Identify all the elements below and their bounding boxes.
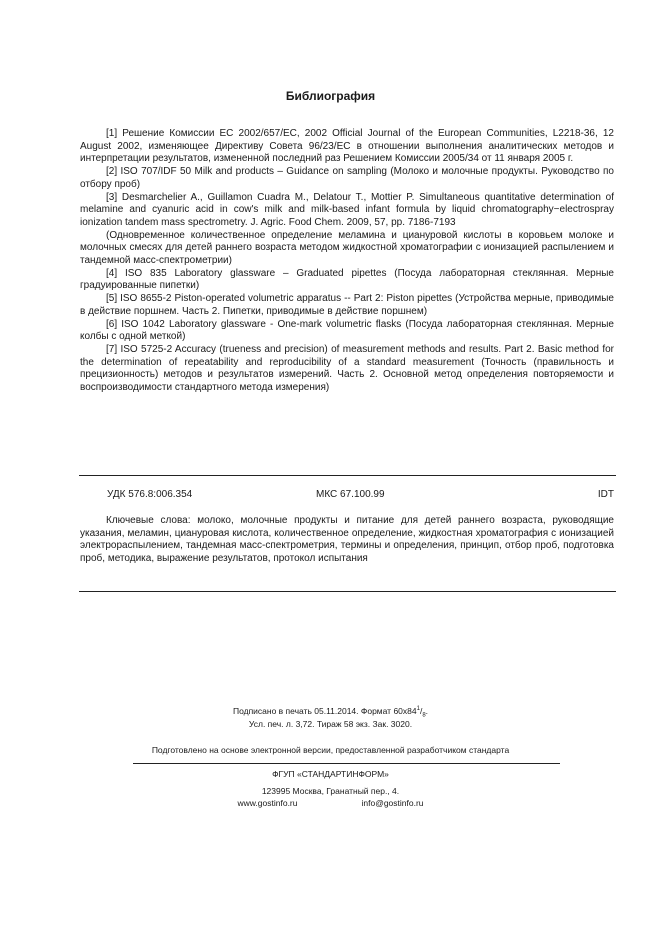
- idt-code: IDT: [597, 489, 614, 500]
- classification-codes: [80, 489, 614, 503]
- divider-imprint: [133, 763, 560, 764]
- bib-entry-1: [1] Решение Комиссии ЕС 2002/657/ЕС, 2002 Official Journal of the European Communities, L2218-36, 12 August 2002, изменяющее Директиву Совета 96/23/ЕС в отношении выполнения аналитических методов и интерпретации результатов, измененной последний раз Решением Комиссии 2005/34 от 11 января 2005 г.: [80, 128, 614, 165]
- website-link[interactable]: www.gostinfo.ru: [237, 798, 298, 808]
- bib-entry-3: [3] Desmarchelier A., Guillamon Cuadra M., Delatour T., Mottier P. Simultaneous quantitative determination of melamine and cyanuric acid in cow's milk and milk-based infant formula by liquid chromatography−electrospray ionization tandem mass spectrometry. J. Agric. Food Chem. 2009, 57, pp. 7186-7193: [80, 191, 614, 228]
- imprint-signed: Подписано в печать 05.11.2014. Формат $60x84^1/_8$.: [232, 706, 429, 719]
- keywords-block: [80, 515, 614, 566]
- format-end: .: [425, 706, 429, 716]
- bib-entry-5: [5] ISO 8655-2 Piston-operated volumetric apparatus -- Part 2: Piston pipettes (Устройства мерные, приводимые в действие поршнем. Часть 2. Пипетки, приводимые в действие поршнем): [80, 293, 614, 317]
- bib-entry-2: [2] ISO 707/IDF 50 Milk and products – Guidance on sampling (Молоко и молочные продукты. Руководство по отбору проб): [80, 166, 614, 190]
- imprint-sheets: Усл. печ. л. 3,72. Тираж 58 экз. Зак. 3020.: [248, 719, 413, 729]
- bib-entry-3-translation: (Одновременное количественное определение меламина и циануровой кислоты в коровьем молоке и молочных смесях для детей раннего возраста методом жидкостной хроматографии с ионизацией распылением и тандемной масс-спектрометрии): [80, 229, 614, 267]
- imprint-address: 123995 Москва, Гранатный пер., 4.: [261, 786, 400, 796]
- email-link[interactable]: info@gostinfo.ru: [361, 798, 424, 808]
- format-sub: 8: [422, 712, 426, 719]
- udk-code: УДК 576.8:006.354: [107, 489, 193, 500]
- keywords-text: Ключевые слова: молоко, молочные продукты и питание для детей раннего возраста, руководящие указания, меламин, циануровая кислота, количественное определение, жидкостная хроматография с ионизацией электрораспылением, тандемная масс-спектрометрия, термины и определения, принцип, отбор проб, подготовка проб, методика, выражение результатов, протокол испытания: [80, 515, 614, 565]
- bibliography-title: Библиография: [285, 89, 376, 103]
- bibliography-list: [80, 128, 614, 395]
- divider-top: [79, 475, 616, 476]
- bib-entry-7: [7] ISO 5725-2 Accuracy (trueness and precision) of measurement methods and results. Part 2. Basic method for the determination of repeatability and reproducibility of a standard measurement (Точность (правильность и прецизионность) методов и результатов измерений. Часть 2. Основной метод определения повторяемости и воспроизводимости стандартного метода измерения): [80, 343, 614, 394]
- imprint-signed-text: Подписано в печать 05.11.2014. Формат 60x84: [232, 706, 417, 716]
- divider-bottom: [79, 591, 616, 592]
- imprint-contacts: [0, 798, 661, 808]
- format-sup: 1: [416, 706, 420, 713]
- mks-code: МКС 67.100.99: [316, 489, 385, 500]
- bib-entry-4: [4] ISO 835 Laboratory glassware – Graduated pipettes (Посуда лабораторная стеклянная. Мерные градуированные пипетки): [80, 267, 614, 292]
- imprint-prepared: Подготовлено на основе электронной версии, предоставленной разработчиком стандарта: [151, 745, 510, 755]
- imprint-publisher: ФГУП «СТАНДАРТИНФОРМ»: [272, 769, 389, 779]
- bib-entry-6: [6] ISO 1042 Laboratory glassware - One-mark volumetric flasks (Посуда лабораторная стеклянная. Мерные колбы с одной меткой): [80, 318, 614, 343]
